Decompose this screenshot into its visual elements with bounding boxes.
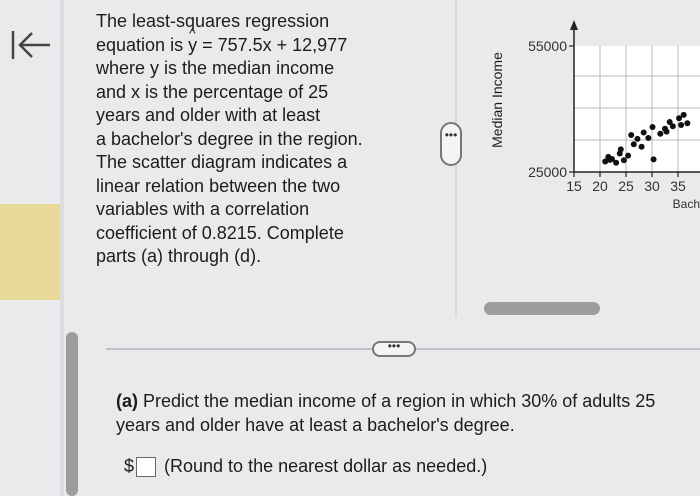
data-point bbox=[650, 124, 656, 130]
data-point bbox=[634, 136, 640, 142]
data-point bbox=[684, 120, 690, 126]
rounding-hint: (Round to the nearest dollar as needed.) bbox=[164, 456, 488, 476]
problem-line: variables with a correlation bbox=[96, 199, 310, 219]
x-axis-label: Bach bbox=[672, 197, 700, 211]
expand-panel-button[interactable] bbox=[440, 122, 462, 166]
chart-y-axis-label: Median Income bbox=[489, 52, 505, 148]
data-point bbox=[664, 129, 670, 135]
x-tick-label: 30 bbox=[644, 178, 660, 194]
left-highlight-stripe bbox=[0, 204, 60, 300]
ellipsis-label: ••• bbox=[444, 128, 458, 142]
answer-row bbox=[124, 456, 487, 477]
data-point bbox=[621, 157, 627, 163]
plot-background bbox=[574, 46, 700, 172]
x-tick-label: 20 bbox=[592, 178, 608, 194]
x-tick-label: 25 bbox=[618, 178, 634, 194]
problem-line: where y is the median income bbox=[96, 58, 335, 78]
question-a bbox=[116, 390, 696, 437]
answer-input[interactable] bbox=[136, 457, 156, 477]
y-tick-label: 55000 bbox=[528, 38, 567, 54]
problem-line: The least-squares regression bbox=[96, 11, 330, 31]
problem-line: linear relation between the two bbox=[96, 175, 341, 196]
data-point bbox=[631, 141, 637, 147]
chart-scrollbar[interactable] bbox=[484, 302, 600, 315]
data-point bbox=[678, 122, 684, 128]
y-hat-symbol: ^ y bbox=[188, 34, 197, 58]
data-point bbox=[645, 135, 651, 141]
data-point bbox=[670, 123, 676, 129]
left-scrollbar[interactable] bbox=[66, 332, 78, 496]
data-point bbox=[628, 132, 634, 138]
left-panel-edge bbox=[60, 0, 64, 496]
y-axis-arrow bbox=[570, 20, 578, 30]
x-tick-label: 15 bbox=[566, 178, 582, 194]
scatter-chart bbox=[478, 0, 700, 230]
data-point bbox=[618, 146, 624, 152]
data-point bbox=[607, 157, 613, 163]
data-point bbox=[639, 144, 645, 150]
problem-line: coefficient of 0.8215. Complete bbox=[96, 222, 344, 243]
problem-line: parts (a) through (d). bbox=[96, 246, 262, 266]
ellipsis-label: ••• bbox=[387, 339, 401, 353]
problem-line: years and older with at least bbox=[96, 105, 321, 125]
problem-line: The scatter diagram indicates a bbox=[96, 152, 348, 172]
problem-statement bbox=[96, 10, 431, 269]
question-a-line2: years and older have at least a bachelor's degree. bbox=[116, 414, 515, 435]
data-point bbox=[625, 153, 631, 159]
question-a-line1: (a) Predict the median income of a region in which 30% of adults 25 bbox=[116, 391, 656, 411]
part-label: (a) bbox=[116, 391, 138, 411]
problem-line: a bachelor's degree in the region. bbox=[96, 128, 363, 149]
data-point bbox=[681, 112, 687, 118]
problem-line: and x is the percentage of 25 bbox=[96, 81, 329, 102]
data-point bbox=[657, 131, 663, 137]
x-tick-label: 35 bbox=[670, 178, 686, 194]
data-point bbox=[613, 160, 619, 166]
expand-section-button[interactable] bbox=[372, 341, 416, 357]
problem-equation-line: equation is ^ y = 757.5x + 12,977 bbox=[96, 34, 431, 58]
data-point bbox=[651, 156, 657, 162]
back-arrow-icon[interactable] bbox=[10, 28, 52, 62]
y-tick-label: 25000 bbox=[528, 164, 567, 180]
data-point bbox=[641, 130, 647, 136]
currency-symbol: $ bbox=[124, 456, 135, 476]
